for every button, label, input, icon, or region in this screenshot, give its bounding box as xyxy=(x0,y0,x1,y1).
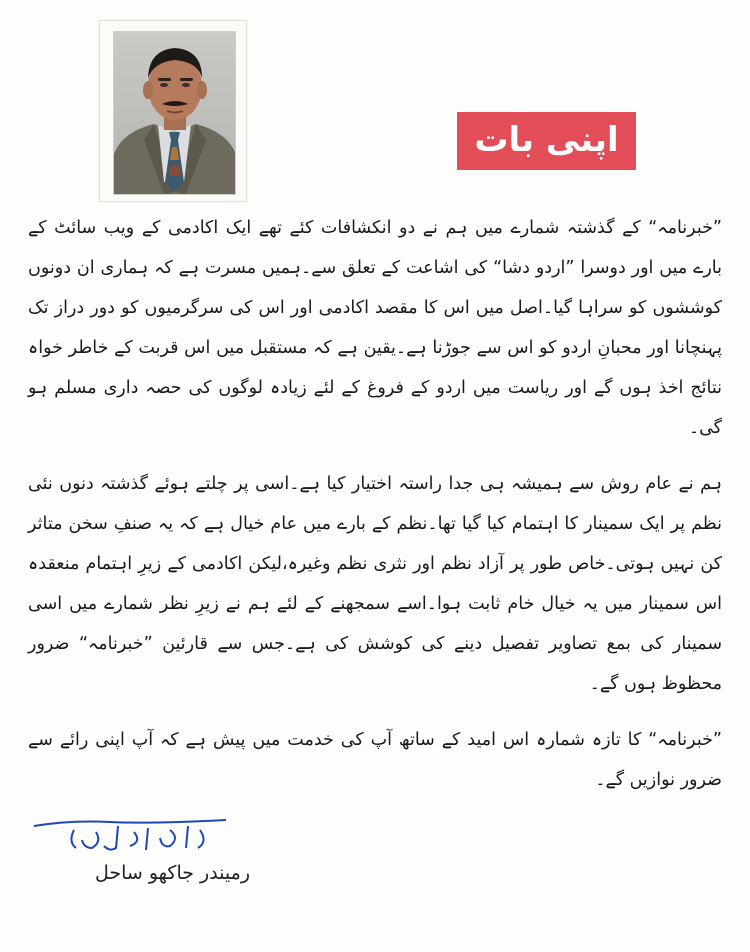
author-signature-image xyxy=(30,812,230,862)
paragraph: ”خبرنامہ“ کے گذشتہ شمارے میں ہم نے دو انکشافات کئے تھے ایک اکادمی کے ویب سائٹ کے بارے میں اور دوسرا ”اردو دشا“ کی اشاعت کے تعلق سے۔ہمیں مسرت ہے کہ ہماری ان دونوں کوششوں کو سراہا گیا۔اصل میں اس کا مقصد اکادمی اور اس کی سرگرمیوں کو دور دراز تک پہنچانا اور محبانِ اردو کو اس سے جوڑنا ہے۔یقین ہے کہ مستقبل میں اس قربت کے خاطر خواہ نتائج اخذ ہوں گے اور ریاست میں اردو کے فروغ کے لئے زیادہ لوگوں کی حصہ داری مسلم ہو گی۔ xyxy=(28,218,722,438)
paragraph: ”خبرنامہ“ کا تازہ شمارہ اس امید کے ساتھ آپ کی خدمت میں پیش ہے کہ آپ اپنی رائے سے ضرور نوازیں گے۔ xyxy=(28,730,722,790)
paragraph: ہم نے عام روش سے ہمیشہ ہی جدا راستہ اختیار کیا ہے۔اسی پر چلتے ہوئے گذشتہ دنوں نئی نظم پر ایک سمینار کا اہتمام کیا گیا تھا۔نظم کے بارے میں عام خیال ہے کہ یہ صنفِ سخن متاثر کن نہیں ہوتی۔خاص طور پر آزاد نظم اور نثری نظم وغیرہ،لیکن اکادمی کے زیرِ اہتمام منعقدہ اس سمینار میں یہ خیال خام ثابت ہوا۔اسے سمجھنے کے لئے ہم نے زیرِ نظر شمارے میں اسی سمینار کی بمع تصاویر تفصیل دینے کی کوشش کی ہے۔جس سے قارئین ”خبرنامہ“ ضرور محظوظ ہوں گے۔ xyxy=(28,474,722,694)
page-title: اپنی بات xyxy=(457,112,636,170)
author-portrait-image xyxy=(113,31,236,195)
article-body xyxy=(28,208,722,800)
author-name: رمیندر جاکھو ساحل xyxy=(94,862,250,884)
author-photo-frame xyxy=(99,20,247,202)
